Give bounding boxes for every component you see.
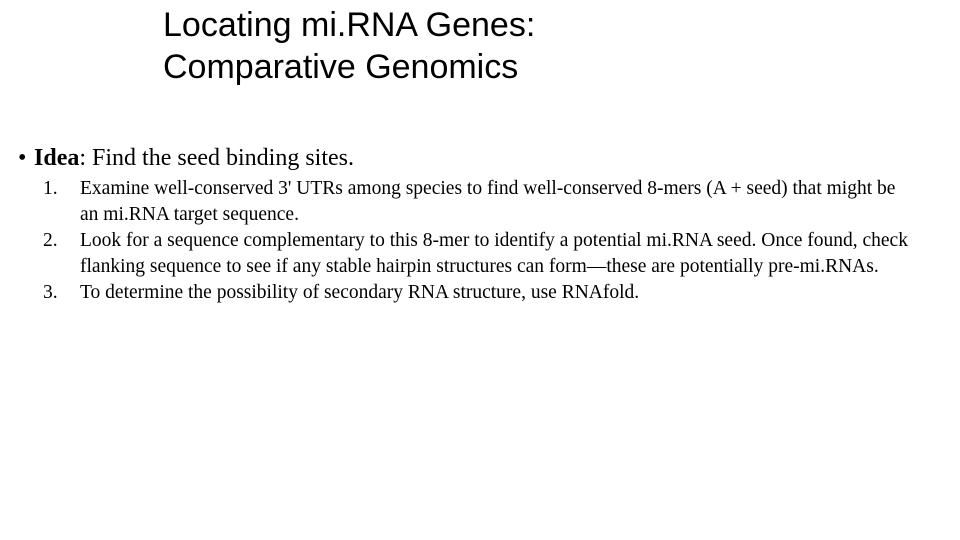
step-number: 2. <box>43 230 58 251</box>
idea-text: : Find the seed binding sites. <box>79 145 354 171</box>
slide-title <box>163 4 863 88</box>
bullet-marker: • <box>18 145 27 171</box>
step-number: 3. <box>43 282 58 303</box>
step-text: To determine the possibility of secondary RNA structure, use RNAfold. <box>80 282 640 303</box>
step-item <box>43 176 918 228</box>
idea-bullet <box>18 140 918 176</box>
idea-label: Idea <box>34 145 80 171</box>
slide-title-line-1: Locating mi.RNA Genes: <box>163 6 536 44</box>
steps-list <box>43 176 918 306</box>
step-text: Examine well-conserved 3' UTRs among species to find well-conserved 8-mers (A + seed) that might be an mi.RNA target sequence. <box>80 178 896 225</box>
step-text: Look for a sequence complementary to this 8-mer to identify a potential mi.RNA seed. Once found, check flanking sequence to see if any stable hairpin structures can form—these are potentially pre-mi.RNAs. <box>80 230 908 277</box>
step-item <box>43 280 918 306</box>
step-number: 1. <box>43 178 58 199</box>
slide-body <box>18 140 918 306</box>
slide-title-line-2: Comparative Genomics <box>163 48 519 86</box>
step-item <box>43 228 918 280</box>
